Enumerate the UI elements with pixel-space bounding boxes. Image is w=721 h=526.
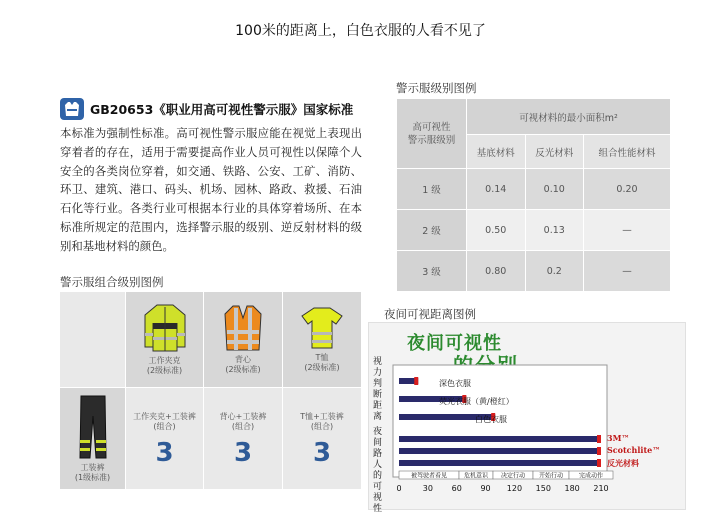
night-vlabel-visibility: 夜间路人的可视性 [373, 427, 383, 514]
vest-icon [223, 304, 263, 352]
combo-section-label: 警示服组合级别图例 [60, 275, 164, 289]
combo-result-grade: 3 [312, 438, 332, 468]
night-bar [399, 460, 601, 466]
combo-result-caption: 工作夹克+工装裤 (组合) [133, 412, 196, 431]
night-chart [387, 359, 687, 509]
combo-item-caption: T恤 (2级标准) [304, 353, 340, 372]
combo-item-pants [60, 388, 126, 490]
night-bar-label: 白色衣服 [475, 415, 507, 424]
combo-result-grade: 3 [233, 438, 253, 468]
grade-row-header: 高可视性 警示服级别 [397, 99, 467, 169]
standard-title: GB20653《职业用高可视性警示服》国家标准 [90, 102, 354, 117]
night-axis-tick: 120 [506, 484, 523, 493]
grade-cell: 0.80 [467, 251, 526, 292]
grade-cell: 0.50 [467, 210, 526, 251]
combo-item-tshirt [283, 292, 362, 388]
table-row [397, 169, 671, 210]
grade-level: 2 级 [397, 210, 467, 251]
night-bar-end [597, 459, 601, 467]
night-vlabel-distance: 视力判断距离 [373, 357, 383, 422]
night-bar-label: 3M™ [607, 433, 630, 443]
grade-col-header: 反光材料 [525, 135, 584, 169]
grade-cell: — [584, 251, 671, 292]
grade-cell: 0.2 [525, 251, 584, 292]
night-title-line1: 夜间可视性 [407, 333, 502, 354]
standard-header [60, 98, 353, 120]
grade-col-header: 组合性能材料 [584, 135, 671, 169]
night-stage-label: 开始行动 [538, 472, 564, 480]
page-caption: 100米的距离上，白色衣服的人看不见了 [235, 23, 486, 39]
night-bar-label: 反光材料 [607, 458, 639, 468]
vest-logo-icon [60, 98, 84, 120]
standard-description: 本标准为强制性标准。高可视性警示服应能在视觉上表现出穿着者的存在，适用于需要提高作业人员可视性以保障个人安全的各类岗位穿着，如交通、铁路、公安、工矿、消防、环卫、建筑、港口、码头、机场、园林、路政、救援、石油石化等行业。各类行业可根据本行业的具体穿着场所、在本标准所规定的范围内，选择警示服的级别、逆反射材料的级别和基地材料的颜色。 [60, 126, 362, 253]
night-bar-end [597, 435, 601, 443]
night-stage-label: 完成动作 [578, 472, 604, 480]
grade-level: 3 级 [397, 251, 467, 292]
night-section-label: 夜间可视距离图例 [384, 307, 476, 321]
combo-result-jacket [126, 388, 204, 490]
combo-item-caption: 工装裤 (1级标准) [74, 463, 111, 482]
combo-result-vest [204, 388, 283, 490]
night-axis-tick: 0 [396, 484, 402, 493]
combo-result-caption: T恤+工装裤 (组合) [300, 412, 344, 431]
grade-cell: 0.13 [525, 210, 584, 251]
night-stage-label: 危机意识 [463, 472, 489, 480]
combo-result-grade: 3 [155, 438, 174, 468]
combo-corner [60, 292, 126, 388]
grade-cell: 0.10 [525, 169, 584, 210]
night-bar [399, 436, 601, 442]
combo-result-caption: 背心+工装裤 (组合) [219, 412, 267, 431]
night-bar-end [414, 377, 418, 385]
grade-group-header: 可视材料的最小面积m² [467, 99, 671, 135]
night-axis-tick: 60 [451, 484, 462, 493]
night-bar-end [597, 447, 601, 455]
night-axis-tick: 210 [593, 484, 609, 493]
jacket-icon [143, 303, 187, 353]
combo-item-jacket [126, 292, 204, 388]
night-axis-tick: 90 [480, 484, 491, 493]
pants-icon [78, 394, 108, 460]
combo-item-caption: 工作夹克 (2级标准) [146, 356, 183, 375]
combo-item-vest [204, 292, 283, 388]
night-bar-label: 荧光衣服（黄/橙红） [439, 397, 514, 406]
table-row [397, 251, 671, 292]
combo-item-caption: 背心 (2级标准) [225, 355, 261, 374]
grade-level: 1 级 [397, 169, 467, 210]
tshirt-icon [300, 306, 344, 350]
grade-table [396, 98, 671, 292]
grade-section-label: 警示服级别图例 [396, 81, 477, 95]
combo-result-tshirt [283, 388, 362, 490]
night-bar [399, 448, 601, 454]
night-axis-tick: 30 [422, 484, 433, 493]
table-row [397, 210, 671, 251]
night-axis-tick: 150 [535, 484, 551, 493]
night-visibility-figure [368, 322, 686, 514]
combo-grid [60, 292, 362, 490]
grade-cell: 0.14 [467, 169, 526, 210]
night-bar-label: Scotchlite™ [607, 445, 661, 455]
night-stage-label: 决定行动 [500, 472, 526, 480]
grade-cell: — [584, 210, 671, 251]
grade-cell: 0.20 [584, 169, 671, 210]
grade-col-header: 基底材料 [467, 135, 526, 169]
night-axis-tick: 180 [564, 484, 580, 493]
night-stage-label: 被驾驶者看见 [410, 472, 448, 480]
night-bar-label: 深色衣服 [439, 379, 471, 388]
